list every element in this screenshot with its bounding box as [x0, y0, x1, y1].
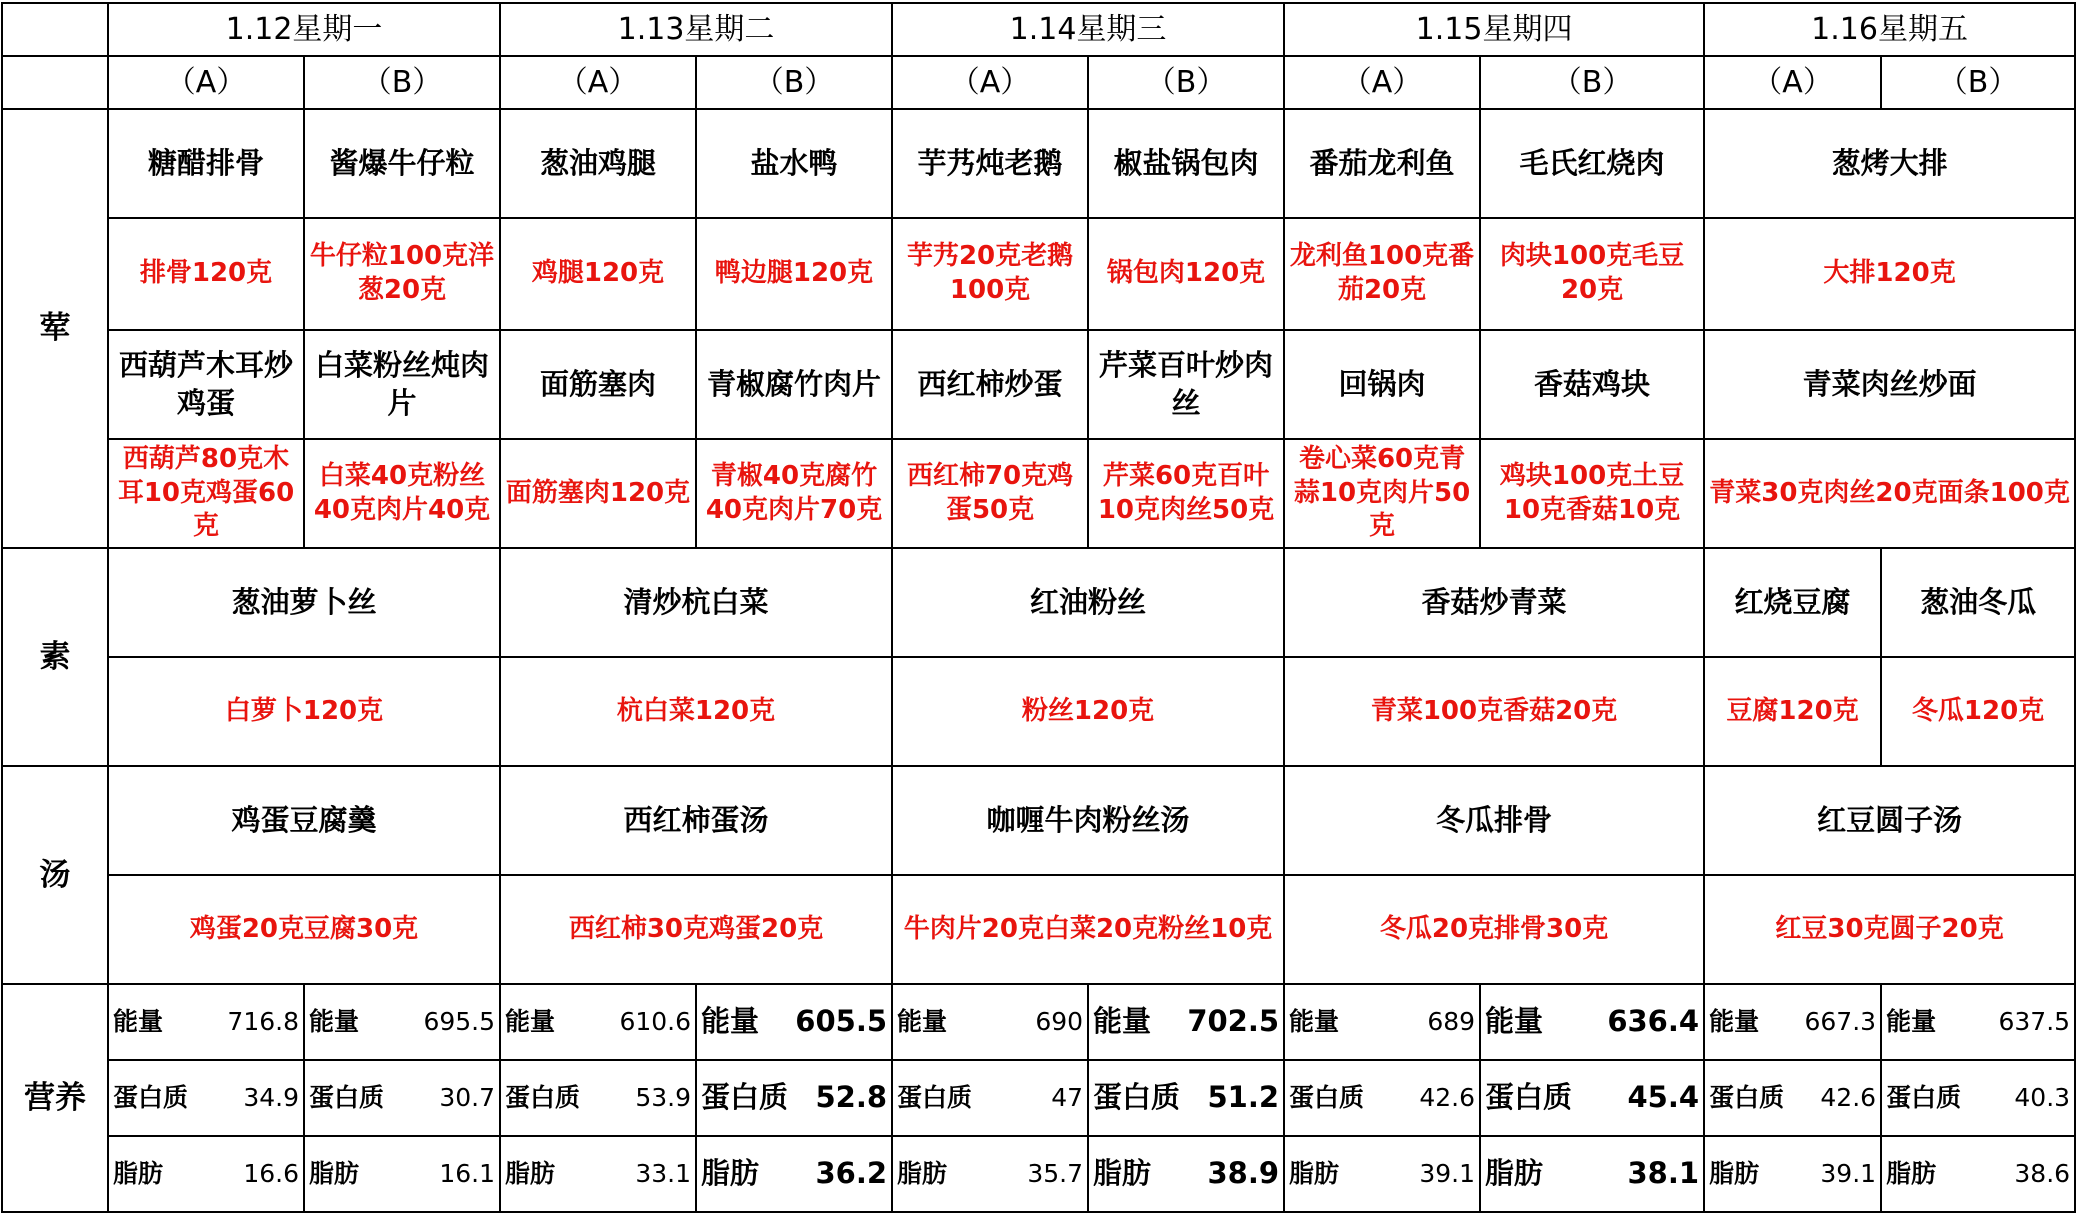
ingredient-text: 大排120克 [1704, 218, 2075, 330]
day-header: 1.15星期四 [1284, 3, 1704, 56]
dish-name: 红油粉丝 [892, 548, 1284, 657]
dish-name: 芹菜百叶炒肉丝 [1088, 330, 1284, 439]
nutrition-cell [1284, 1060, 1480, 1136]
ingredient-text: 豆腐120克 [1704, 657, 1881, 766]
dish-name: 清炒杭白菜 [500, 548, 892, 657]
nutrition-label: 能量 [309, 1006, 360, 1036]
nutrition-cell [696, 1136, 892, 1212]
dish-name: 白菜粉丝炖肉片 [304, 330, 500, 439]
ingredient-text: 肉块100克毛豆20克 [1480, 218, 1704, 330]
dish-name: 酱爆牛仔粒 [304, 109, 500, 218]
dish-name: 冬瓜排骨 [1284, 766, 1704, 875]
nutrition-label: 脂肪 [505, 1158, 556, 1188]
nutrition-label: 脂肪 [1709, 1158, 1760, 1188]
day-header: 1.13星期二 [500, 3, 892, 56]
nutrition-cell [1480, 1060, 1704, 1136]
ingredient-text: 鸡块100克土豆10克香菇10克 [1480, 439, 1704, 548]
nutrition-value: 34.9 [243, 1082, 299, 1112]
nutrition-cell [1881, 1060, 2075, 1136]
dish-name: 西红柿炒蛋 [892, 330, 1088, 439]
nutrition-cell [1088, 1060, 1284, 1136]
nutrition-value: 40.3 [2014, 1082, 2071, 1112]
nutrition-label: 脂肪 [113, 1158, 164, 1188]
nutrition-label: 能量 [1093, 1004, 1152, 1039]
nutrition-value: 51.2 [1207, 1080, 1280, 1115]
veg-dish-row [2, 548, 2075, 657]
category-nutrition: 营养 [2, 984, 108, 1212]
nutrition-cell [892, 984, 1088, 1060]
nutrition-cell [1088, 1136, 1284, 1212]
nutrition-cell [304, 984, 500, 1060]
nutrition-label: 脂肪 [1093, 1156, 1152, 1191]
dish-name: 毛氏红烧肉 [1480, 109, 1704, 218]
nutrition-value: 38.6 [2014, 1158, 2071, 1188]
nutrition-cell [1704, 1136, 1881, 1212]
nutrition-label: 蛋白质 [1289, 1082, 1365, 1112]
ingredient-text: 杭白菜120克 [500, 657, 892, 766]
soup-ingredient-row [2, 875, 2075, 984]
nutrition-cell [1881, 984, 2075, 1060]
option-a-header: （A） [500, 56, 696, 109]
nutrition-protein-row [2, 1060, 2075, 1136]
nutrition-cell [892, 1136, 1088, 1212]
meat-main-dish-row [2, 109, 2075, 218]
option-b-header: （B） [696, 56, 892, 109]
nutrition-cell [108, 984, 304, 1060]
dish-name: 面筋塞肉 [500, 330, 696, 439]
nutrition-label: 蛋白质 [113, 1082, 189, 1112]
nutrition-value: 52.8 [815, 1080, 888, 1115]
nutrition-cell [304, 1060, 500, 1136]
dish-name: 鸡蛋豆腐羹 [108, 766, 500, 875]
dish-name: 番茄龙利鱼 [1284, 109, 1480, 218]
nutrition-label: 能量 [1886, 1006, 1937, 1036]
nutrition-cell [500, 1136, 696, 1212]
day-header: 1.12星期一 [108, 3, 500, 56]
ingredient-text: 青菜100克香菇20克 [1284, 657, 1704, 766]
weekly-menu-table [1, 2, 2076, 1213]
nutrition-value: 667.3 [1804, 1006, 1877, 1036]
nutrition-label: 能量 [701, 1004, 760, 1039]
nutrition-value: 38.9 [1207, 1156, 1280, 1191]
dish-name: 香菇炒青菜 [1284, 548, 1704, 657]
nutrition-cell [1480, 1136, 1704, 1212]
nutrition-cell [1704, 1060, 1881, 1136]
nutrition-value: 695.5 [423, 1006, 496, 1036]
dish-name: 葱油萝卜丝 [108, 548, 500, 657]
nutrition-cell [108, 1136, 304, 1212]
nutrition-value: 16.1 [439, 1158, 496, 1188]
nutrition-label: 蛋白质 [1886, 1082, 1962, 1112]
nutrition-value: 690 [1035, 1006, 1084, 1036]
nutrition-label: 能量 [1485, 1004, 1544, 1039]
nutrition-label: 蛋白质 [1709, 1082, 1785, 1112]
meat-side-dish-row [2, 330, 2075, 439]
ingredient-text: 芋艿20克老鹅100克 [892, 218, 1088, 330]
ingredient-text: 粉丝120克 [892, 657, 1284, 766]
nutrition-label: 蛋白质 [505, 1082, 581, 1112]
option-b-header: （B） [304, 56, 500, 109]
nutrition-value: 33.1 [635, 1158, 692, 1188]
dish-name: 青菜肉丝炒面 [1704, 330, 2075, 439]
category-veg: 素 [2, 548, 108, 766]
dish-name: 盐水鸭 [696, 109, 892, 218]
option-a-header: （A） [108, 56, 304, 109]
nutrition-cell [1480, 984, 1704, 1060]
ingredient-text: 锅包肉120克 [1088, 218, 1284, 330]
nutrition-value: 605.5 [795, 1004, 888, 1039]
ingredient-text: 红豆30克圆子20克 [1704, 875, 2075, 984]
nutrition-label: 脂肪 [701, 1156, 760, 1191]
dish-name: 葱油冬瓜 [1881, 548, 2075, 657]
nutrition-value: 47 [1051, 1082, 1084, 1112]
nutrition-value: 689 [1427, 1006, 1476, 1036]
nutrition-label: 能量 [113, 1006, 164, 1036]
nutrition-value: 702.5 [1187, 1004, 1280, 1039]
ingredient-text: 白菜40克粉丝40克肉片40克 [304, 439, 500, 548]
nutrition-value: 39.1 [1820, 1158, 1877, 1188]
nutrition-value: 716.8 [227, 1006, 299, 1036]
corner-cell [2, 56, 108, 109]
dish-name: 葱烤大排 [1704, 109, 2075, 218]
soup-dish-row [2, 766, 2075, 875]
dish-name: 青椒腐竹肉片 [696, 330, 892, 439]
nutrition-cell [108, 1060, 304, 1136]
dish-name: 糖醋排骨 [108, 109, 304, 218]
nutrition-value: 36.2 [815, 1156, 888, 1191]
nutrition-cell [1881, 1136, 2075, 1212]
nutrition-label: 能量 [1709, 1006, 1760, 1036]
ingredient-text: 冬瓜20克排骨30克 [1284, 875, 1704, 984]
ingredient-text: 卷心菜60克青蒜10克肉片50克 [1284, 439, 1480, 548]
veg-ingredient-row [2, 657, 2075, 766]
nutrition-value: 45.4 [1627, 1080, 1700, 1115]
ingredient-text: 冬瓜120克 [1881, 657, 2075, 766]
nutrition-label: 蛋白质 [1485, 1080, 1573, 1115]
ingredient-text: 鸭边腿120克 [696, 218, 892, 330]
nutrition-label: 能量 [505, 1006, 556, 1036]
nutrition-value: 38.1 [1627, 1156, 1700, 1191]
nutrition-label: 脂肪 [1886, 1158, 1937, 1188]
nutrition-cell [696, 984, 892, 1060]
option-b-header: （B） [1480, 56, 1704, 109]
ingredient-text: 鸡蛋20克豆腐30克 [108, 875, 500, 984]
day-header: 1.16星期五 [1704, 3, 2075, 56]
nutrition-label: 能量 [1289, 1006, 1340, 1036]
dish-name: 西红柿蛋汤 [500, 766, 892, 875]
ingredient-text: 龙利鱼100克番茄20克 [1284, 218, 1480, 330]
ingredient-text: 西葫芦80克木耳10克鸡蛋60克 [108, 439, 304, 548]
nutrition-label: 脂肪 [309, 1158, 360, 1188]
nutrition-value: 30.7 [439, 1082, 496, 1112]
nutrition-label: 能量 [897, 1006, 948, 1036]
ingredient-text: 西红柿70克鸡蛋50克 [892, 439, 1088, 548]
meat-main-ingredient-row [2, 218, 2075, 330]
ingredient-text: 面筋塞肉120克 [500, 439, 696, 548]
nutrition-value: 16.6 [243, 1158, 299, 1188]
ingredient-text: 芹菜60克百叶10克肉丝50克 [1088, 439, 1284, 548]
ingredient-text: 牛肉片20克白菜20克粉丝10克 [892, 875, 1284, 984]
nutrition-value: 42.6 [1419, 1082, 1476, 1112]
dish-name: 芋艿炖老鹅 [892, 109, 1088, 218]
nutrition-label: 脂肪 [897, 1158, 948, 1188]
option-a-header: （A） [892, 56, 1088, 109]
ingredient-text: 西红柿30克鸡蛋20克 [500, 875, 892, 984]
dish-name: 红烧豆腐 [1704, 548, 1881, 657]
nutrition-energy-row [2, 984, 2075, 1060]
dish-name: 香菇鸡块 [1480, 330, 1704, 439]
nutrition-label: 蛋白质 [897, 1082, 973, 1112]
nutrition-value: 35.7 [1027, 1158, 1084, 1188]
nutrition-value: 53.9 [635, 1082, 692, 1112]
nutrition-cell [500, 1060, 696, 1136]
dish-name: 红豆圆子汤 [1704, 766, 2075, 875]
nutrition-label: 脂肪 [1289, 1158, 1340, 1188]
nutrition-cell [304, 1136, 500, 1212]
nutrition-cell [696, 1060, 892, 1136]
ingredient-text: 牛仔粒100克洋葱20克 [304, 218, 500, 330]
nutrition-label: 脂肪 [1485, 1156, 1544, 1191]
option-header-row [2, 56, 2075, 109]
nutrition-value: 636.4 [1607, 1004, 1700, 1039]
nutrition-value: 42.6 [1820, 1082, 1877, 1112]
ingredient-text: 青菜30克肉丝20克面条100克 [1704, 439, 2075, 548]
dish-name: 咖喱牛肉粉丝汤 [892, 766, 1284, 875]
nutrition-label: 蛋白质 [701, 1080, 789, 1115]
nutrition-cell [892, 1060, 1088, 1136]
option-b-header: （B） [1088, 56, 1284, 109]
nutrition-label: 蛋白质 [309, 1082, 385, 1112]
nutrition-cell [1284, 1136, 1480, 1212]
dish-name: 椒盐锅包肉 [1088, 109, 1284, 218]
option-b-header: （B） [1881, 56, 2075, 109]
nutrition-label: 蛋白质 [1093, 1080, 1181, 1115]
option-a-header: （A） [1704, 56, 1881, 109]
category-soup: 汤 [2, 766, 108, 984]
ingredient-text: 青椒40克腐竹40克肉片70克 [696, 439, 892, 548]
nutrition-fat-row [2, 1136, 2075, 1212]
ingredient-text: 排骨120克 [108, 218, 304, 330]
ingredient-text: 白萝卜120克 [108, 657, 500, 766]
corner-cell [2, 3, 108, 56]
nutrition-cell [1088, 984, 1284, 1060]
day-header: 1.14星期三 [892, 3, 1284, 56]
option-a-header: （A） [1284, 56, 1480, 109]
nutrition-value: 637.5 [1998, 1006, 2071, 1036]
meat-side-ingredient-row [2, 439, 2075, 548]
dish-name: 西葫芦木耳炒鸡蛋 [108, 330, 304, 439]
nutrition-cell [1284, 984, 1480, 1060]
dish-name: 回锅肉 [1284, 330, 1480, 439]
nutrition-cell [500, 984, 696, 1060]
nutrition-value: 39.1 [1419, 1158, 1476, 1188]
nutrition-value: 610.6 [619, 1006, 692, 1036]
nutrition-cell [1704, 984, 1881, 1060]
category-meat: 荤 [2, 109, 108, 548]
ingredient-text: 鸡腿120克 [500, 218, 696, 330]
dish-name: 葱油鸡腿 [500, 109, 696, 218]
day-header-row [2, 3, 2075, 56]
